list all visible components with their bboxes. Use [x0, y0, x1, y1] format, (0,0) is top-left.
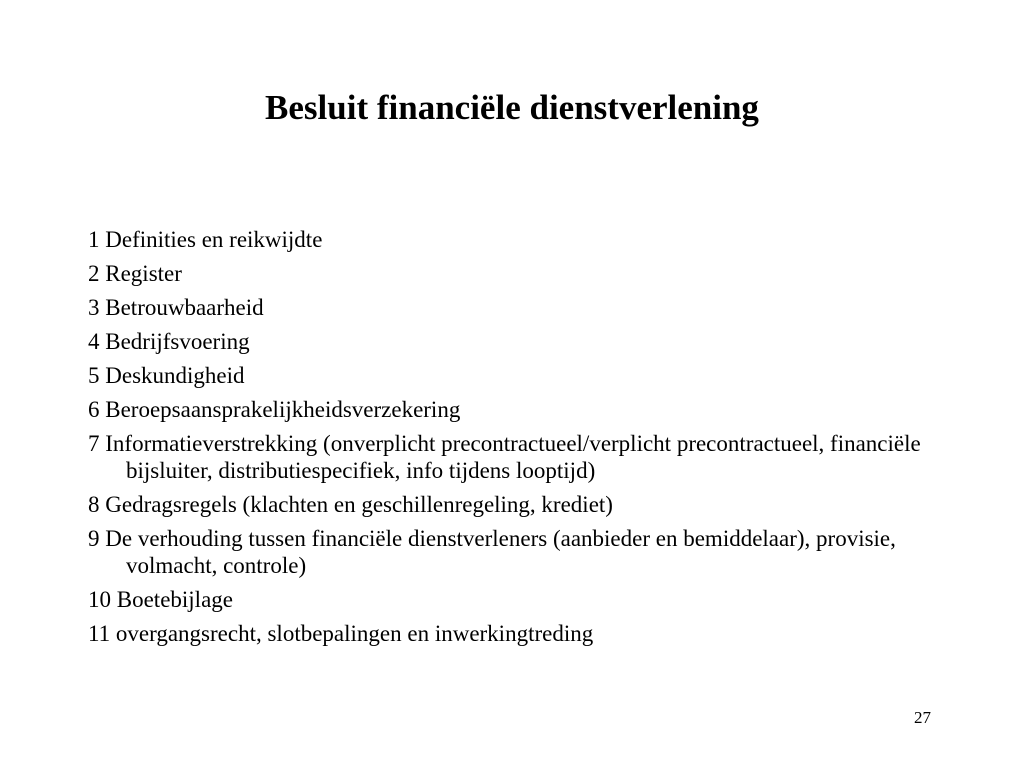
chapter-item-10: 10 Boetebijlage [88, 587, 233, 612]
chapter-item-8: 8 Gedragsregels (klachten en geschillenregeling, krediet) [88, 492, 613, 517]
chapter-item-2: 2 Register [88, 261, 182, 286]
chapter-list [88, 226, 928, 654]
chapter-item-9: 9 De verhouding tussen financiële dienstverleners (aanbieder en bemiddelaar), provisie, volmacht, controle) [88, 526, 896, 578]
chapter-item-4: 4 Bedrijfsvoering [88, 329, 250, 354]
chapter-item-6: 6 Beroepsaansprakelijkheidsverzekering [88, 397, 461, 422]
chapter-item-5: 5 Deskundigheid [88, 363, 245, 388]
chapter-item-3: 3 Betrouwbaarheid [88, 295, 264, 320]
chapter-item-11: 11 overgangsrecht, slotbepalingen en inwerkingtreding [88, 621, 594, 646]
slide-title: Besluit financiële dienstverlening [265, 88, 759, 127]
chapter-item-1: 1 Definities en reikwijdte [88, 227, 323, 252]
page-number: 27 [914, 708, 931, 727]
chapter-item-7: 7 Informatieverstrekking (onverplicht precontractueel/verplicht precontractueel, financiële bijsluiter, distributiespecifiek, info tijdens looptijd) [88, 431, 921, 483]
